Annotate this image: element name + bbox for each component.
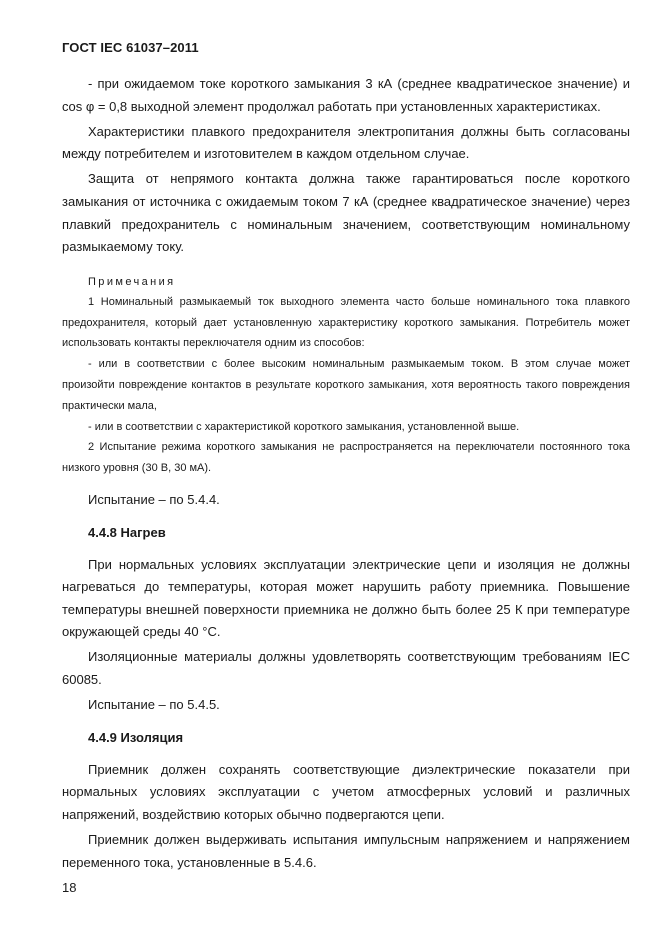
paragraph-fuse-characteristics: Характеристики плавкого предохранителя электропитания должны быть согласованы между потребителем и изготовителем в каждом отдельном случае. [62,123,630,162]
section-heading-448: 4.4.8 Нагрев [88,524,166,540]
paragraph-heating: При нормальных условиях эксплуатации электрические цепи и изоляция не должны нагреваться до температуры, которая может нарушить работу приемника. Повышение температуры внешней поверхности приемника не должно быть более 25 К при температуре окружающей среды 40 °С. [62,556,630,640]
paragraph-indirect-contact: Защита от непрямого контакта должна также гарантироваться после короткого замыкания от источника с ожидаемым током 7 кА (среднее квадратическое значение) через плавкий предохранитель с номинальным значением, соответствующим номинальному размыкаемому току. [62,171,630,255]
paragraph-dielectric: Приемник должен сохранять соответствующие диэлектрические показатели при нормальных условиях эксплуатации с учетом атмосферных условий и различных напряжений, воздействию которых обычно подвергаются цепи. [62,761,630,822]
paragraph-insulation-materials: Изоляционные материалы должны удовлетворять соответствующим требованиям IEC 60085. [62,649,630,687]
note-1-option-a: - или в соответствии с более высоким номинальным размыкаемым током. В этом случае может произойти повреждение контактов в результате короткого замыкания, хотя вероятность такого повреждения практически мала, [62,358,630,412]
test-reference-545: Испытание – по 5.4.5. [88,697,220,713]
note-2: 2 Испытание режима короткого замыкания не распространяется на переключатели постоянного тока низкого уровня (30 В, 30 мА). [62,441,630,475]
page-content [62,73,630,874]
notes-title: Примечания [88,275,176,288]
note-1-option-b: - или в соответствии с характеристикой короткого замыкания, установленной выше. [88,420,520,433]
section-heading-449: 4.4.9 Изоляция [88,729,184,745]
test-reference-544: Испытание – по 5.4.4. [88,491,220,507]
paragraph-short-circuit-3ka: - при ожидаемом токе короткого замыкания 3 кА (среднее квадратическое значение) и cos φ = 0,8 выходной элемент продолжал работать при установленных характеристиках. [62,76,630,114]
page-number: 18 [62,880,77,895]
document-header: ГОСТ IEC 61037–2011 [62,40,199,55]
note-1: 1 Номинальный размыкаемый ток выходного элемента часто больше номинального тока плавкого предохранителя, который дает установленную характеристику короткого замыкания. Потребитель может использовать контакты переключателя одним из способов: [62,295,630,350]
paragraph-impulse-test: Приемник должен выдерживать испытания импульсным напряжением и напряжением переменного тока, установленные в 5.4.6. [62,831,630,870]
